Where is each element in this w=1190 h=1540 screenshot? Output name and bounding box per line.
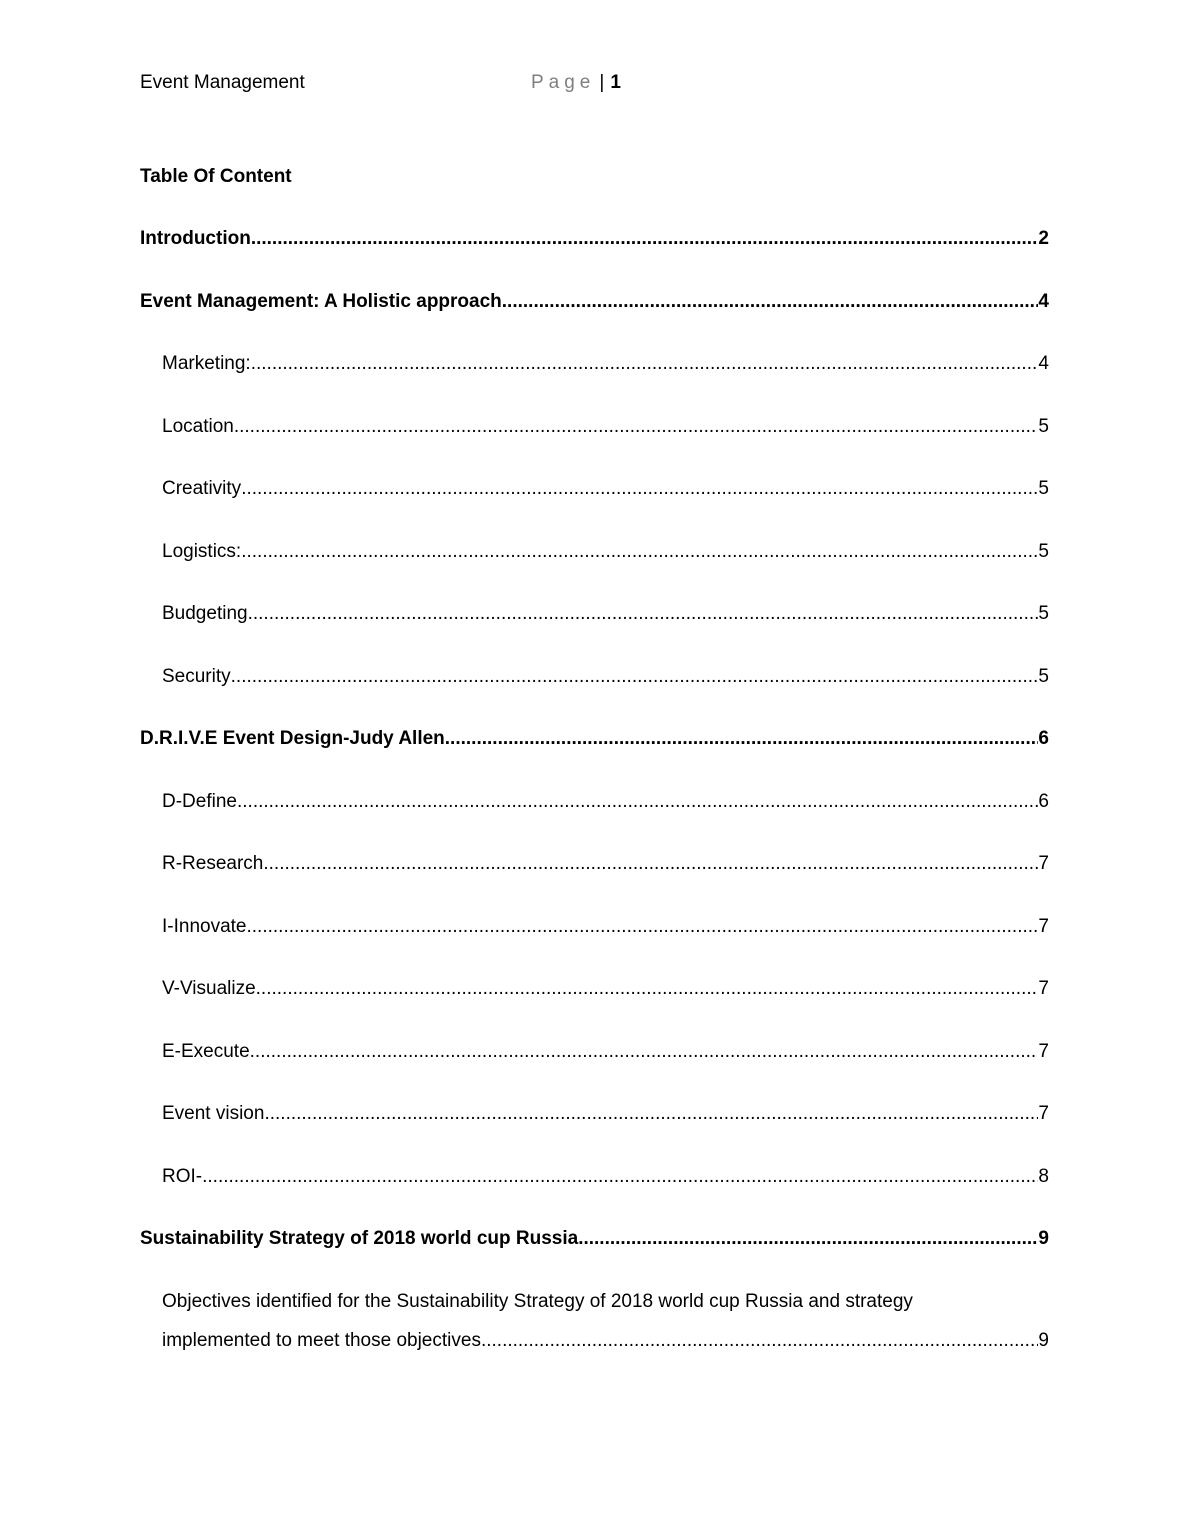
toc-entry-label: Sustainability Strategy of 2018 world cup Russia (140, 1228, 579, 1249)
toc-entry-label: Event vision (162, 1103, 265, 1124)
toc-leader (250, 1040, 1039, 1064)
toc-entry-objectives[interactable] (162, 1329, 1049, 1355)
toc-entry-page: 6 (1038, 728, 1049, 749)
toc-entry-page: 8 (1038, 1166, 1049, 1187)
toc-leader (264, 1102, 1038, 1126)
toc-entry-research[interactable] (162, 852, 1049, 878)
toc-leader (202, 1165, 1038, 1189)
toc-entry-page: 4 (1038, 291, 1049, 312)
toc-entry-page: 9 (1038, 1330, 1049, 1351)
toc-entry-page: 2 (1038, 228, 1049, 249)
toc-entry-creativity[interactable] (162, 477, 1049, 503)
toc-entry-label: D-Define (162, 791, 237, 812)
toc-leader (234, 415, 1039, 439)
toc-entry-page: 7 (1038, 1103, 1049, 1124)
toc-heading: Table Of Content (140, 166, 292, 187)
toc-entry-label: implemented to meet those objectives (162, 1330, 481, 1351)
toc-entry-event-management[interactable] (140, 290, 1049, 316)
toc-leader (248, 602, 1039, 626)
toc-entry-label: Location (162, 416, 234, 437)
header-separator: | (599, 72, 605, 93)
header-page-word: Page (531, 72, 596, 93)
toc-entry-page: 4 (1038, 353, 1049, 374)
toc-entry-label: R-Research (162, 853, 264, 874)
toc-entry-page: 5 (1038, 666, 1049, 687)
toc-entry-budgeting[interactable] (162, 602, 1049, 628)
toc-entry-label: Introduction (140, 228, 251, 249)
toc-entry-page: 7 (1038, 853, 1049, 874)
toc-entry-label: I-Innovate (162, 916, 247, 937)
toc-leader (237, 790, 1038, 814)
toc-leader (481, 1329, 1038, 1353)
toc-leader (241, 540, 1038, 564)
toc-entry-page: 7 (1038, 1041, 1049, 1062)
toc-entry-logistics[interactable] (162, 540, 1049, 566)
toc-entry-define[interactable] (162, 790, 1049, 816)
toc-entry-location[interactable] (162, 415, 1049, 441)
toc-entry-label: Event Management: A Holistic approach (140, 291, 502, 312)
toc-entry-label: E-Execute (162, 1041, 250, 1062)
toc-entry-page: 5 (1038, 478, 1049, 499)
toc-entry-drive-event-design[interactable] (140, 727, 1049, 753)
toc-leader (263, 852, 1038, 876)
toc-entry-page: 6 (1038, 791, 1049, 812)
header-page-number (531, 71, 621, 95)
toc-entry-roi[interactable] (162, 1165, 1049, 1191)
header-title: Event Management (140, 72, 305, 93)
toc-leader (231, 665, 1039, 689)
toc-leader (247, 915, 1039, 939)
toc-leader (256, 977, 1039, 1001)
toc-entry-page: 5 (1038, 416, 1049, 437)
header-page-num: 1 (610, 72, 621, 93)
toc-entry-page: 5 (1038, 603, 1049, 624)
toc-entry-sustainability-strategy[interactable] (140, 1227, 1049, 1253)
toc-leader (578, 1227, 1038, 1251)
toc-entry-label: ROI- (162, 1166, 203, 1187)
toc-entry-label: Creativity (162, 478, 242, 499)
toc-entry-label: Logistics: (162, 541, 242, 562)
toc-entry-page: 9 (1038, 1228, 1049, 1249)
toc-leader (445, 727, 1039, 751)
toc-entry-innovate[interactable] (162, 915, 1049, 941)
toc-entry-execute[interactable] (162, 1040, 1049, 1066)
toc-entry-label: V-Visualize (162, 978, 256, 999)
toc-entry-introduction[interactable] (140, 227, 1049, 253)
toc-entry-label: Security (162, 666, 231, 687)
toc-entry-marketing[interactable] (162, 352, 1049, 378)
toc-leader (251, 227, 1039, 251)
toc-entry-label: Budgeting (162, 603, 248, 624)
toc-entry-visualize[interactable] (162, 977, 1049, 1003)
toc-entry-security[interactable] (162, 665, 1049, 691)
toc-entry-page: 7 (1038, 978, 1049, 999)
toc-leader (502, 290, 1039, 314)
toc-leader (251, 352, 1039, 376)
toc-leader (241, 477, 1038, 501)
toc-entry-label: D.R.I.V.E Event Design-Judy Allen (140, 728, 445, 749)
toc-entry-page: 5 (1038, 541, 1049, 562)
toc-entry-label: Marketing: (162, 353, 251, 374)
toc-entry-page: 7 (1038, 916, 1049, 937)
toc-entry-objectives-line1[interactable]: Objectives identified for the Sustainability Strategy of 2018 world cup Russia and strategy (162, 1291, 913, 1312)
toc-entry-event-vision[interactable] (162, 1102, 1049, 1128)
